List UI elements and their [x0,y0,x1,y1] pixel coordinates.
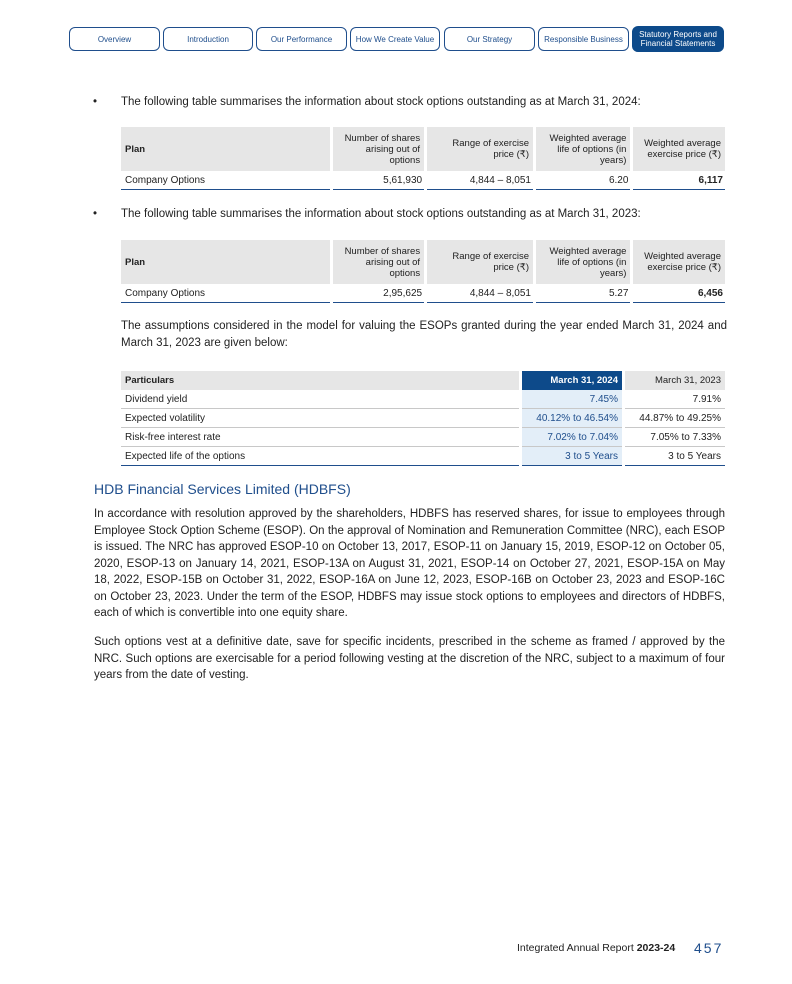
header-num-shares: Number of shares arising out of options [333,240,424,284]
tab-our-strategy[interactable]: Our Strategy [444,27,535,51]
cell-particular: Dividend yield [121,390,519,409]
tab-responsible-business[interactable]: Responsible Business [538,27,629,51]
page-number: 457 [694,940,724,956]
cell-2024: 3 to 5 Years [522,447,622,466]
options-table-2023 [118,240,728,303]
section-nav [69,27,724,53]
assumptions-table [118,371,728,466]
cell-2023: 7.91% [625,390,725,409]
hdbfs-paragraph-2: Such options vest at a definitive date, save for specific incidents, prescribed in the scheme as framed / approved by the NRC. Such options are exercisable for a period following vesting at the discretion of the NRC, subject to a maximum of four years from the date of vesting. [94,636,725,681]
cell-2023: 3 to 5 Years [625,447,725,466]
bullet-2: • [93,208,98,220]
header-num-shares: Number of shares arising out of options [333,127,424,171]
table-row [121,390,725,409]
header-avg-price: Weighted average exercise price (₹) [633,240,725,284]
options-table-2024 [118,127,728,190]
cell-particular: Expected life of the options [121,447,519,466]
cell-price-range: 4,844 – 8,051 [427,171,533,190]
cell-plan: Company Options [121,284,330,303]
section2-intro: The following table summarises the information about stock options outstanding as at March 31, 2023: [121,208,641,220]
hdbfs-paragraph-1: In accordance with resolution approved by the shareholders, HDBFS has reserved shares, for issue to employees through Employee Stock Option Scheme (ESOP). On the approval of Nomination and Remuneration Committee (NRC), each ESOP is issued. The NRC has approved ESOP-10 on October 13, 2017, ESOP-11 on January 15, 2019, ESOP-12 on October 05, 2020, ESOP-13 on January 14, 2021, ESOP-13A on August 31, 2021, ESOP-14 on October 27, 2021, ESOP-15A on May 18, 2022, ESOP-15B on October 31, 2022, ESOP-16A on June 12, 2023, ESOP-16B on October 23, 2023 and ESOP-16C on October 23, 2023. Under the term of the ESOP, HDBFS may issue stock options to employees and directors of HDBFS, each of which is convertible into one equity share. [94,508,725,619]
header-avg-price: Weighted average exercise price (₹) [633,127,725,171]
header-price-range: Range of exercise price (₹) [427,240,533,284]
cell-2024: 7.45% [522,390,622,409]
footer-report-title [517,942,675,954]
tab-overview[interactable]: Overview [69,27,160,51]
cell-avg-life: 6.20 [536,171,630,190]
header-plan: Plan [121,240,330,284]
table-row [121,171,725,190]
cell-particular: Expected volatility [121,409,519,428]
hdbfs-heading: HDB Financial Services Limited (HDBFS) [94,481,351,497]
table-row [121,409,725,428]
header-plan: Plan [121,127,330,171]
cell-2023: 7.05% to 7.33% [625,428,725,447]
tab-introduction[interactable]: Introduction [163,27,253,51]
cell-num-shares: 5,61,930 [333,171,424,190]
header-particulars: Particulars [121,371,519,390]
header-avg-life: Weighted average life of options (in years) [536,127,630,171]
header-price-range: Range of exercise price (₹) [427,127,533,171]
footer-report-name: Integrated Annual Report [517,942,634,954]
section1-intro: The following table summarises the information about stock options outstanding as at March 31, 2024: [121,96,641,108]
cell-num-shares: 2,95,625 [333,284,424,303]
cell-plan: Company Options [121,171,330,190]
tab-statutory-reports[interactable]: Statutory Reports and Financial Statements [632,26,724,52]
table-row [121,428,725,447]
cell-2024: 40.12% to 46.54% [522,409,622,428]
header-march-2023: March 31, 2023 [625,371,725,390]
assumptions-intro: The assumptions considered in the model for valuing the ESOPs granted during the year ended March 31, 2024 and March 31, 2023 are given below: [121,320,727,349]
cell-avg-life: 5.27 [536,284,630,303]
header-march-2024: March 31, 2024 [522,371,622,390]
header-avg-life: Weighted average life of options (in years) [536,240,630,284]
tab-how-we-create-value[interactable]: How We Create Value [350,27,440,51]
cell-price-range: 4,844 – 8,051 [427,284,533,303]
bullet-1: • [93,96,98,108]
cell-avg-price: 6,117 [633,171,725,190]
cell-2023: 44.87% to 49.25% [625,409,725,428]
cell-avg-price: 6,456 [633,284,725,303]
cell-2024: 7.02% to 7.04% [522,428,622,447]
cell-particular: Risk-free interest rate [121,428,519,447]
footer-year: 2023-24 [636,942,676,954]
table-row [121,447,725,466]
tab-our-performance[interactable]: Our Performance [256,27,347,51]
table-row [121,284,725,303]
